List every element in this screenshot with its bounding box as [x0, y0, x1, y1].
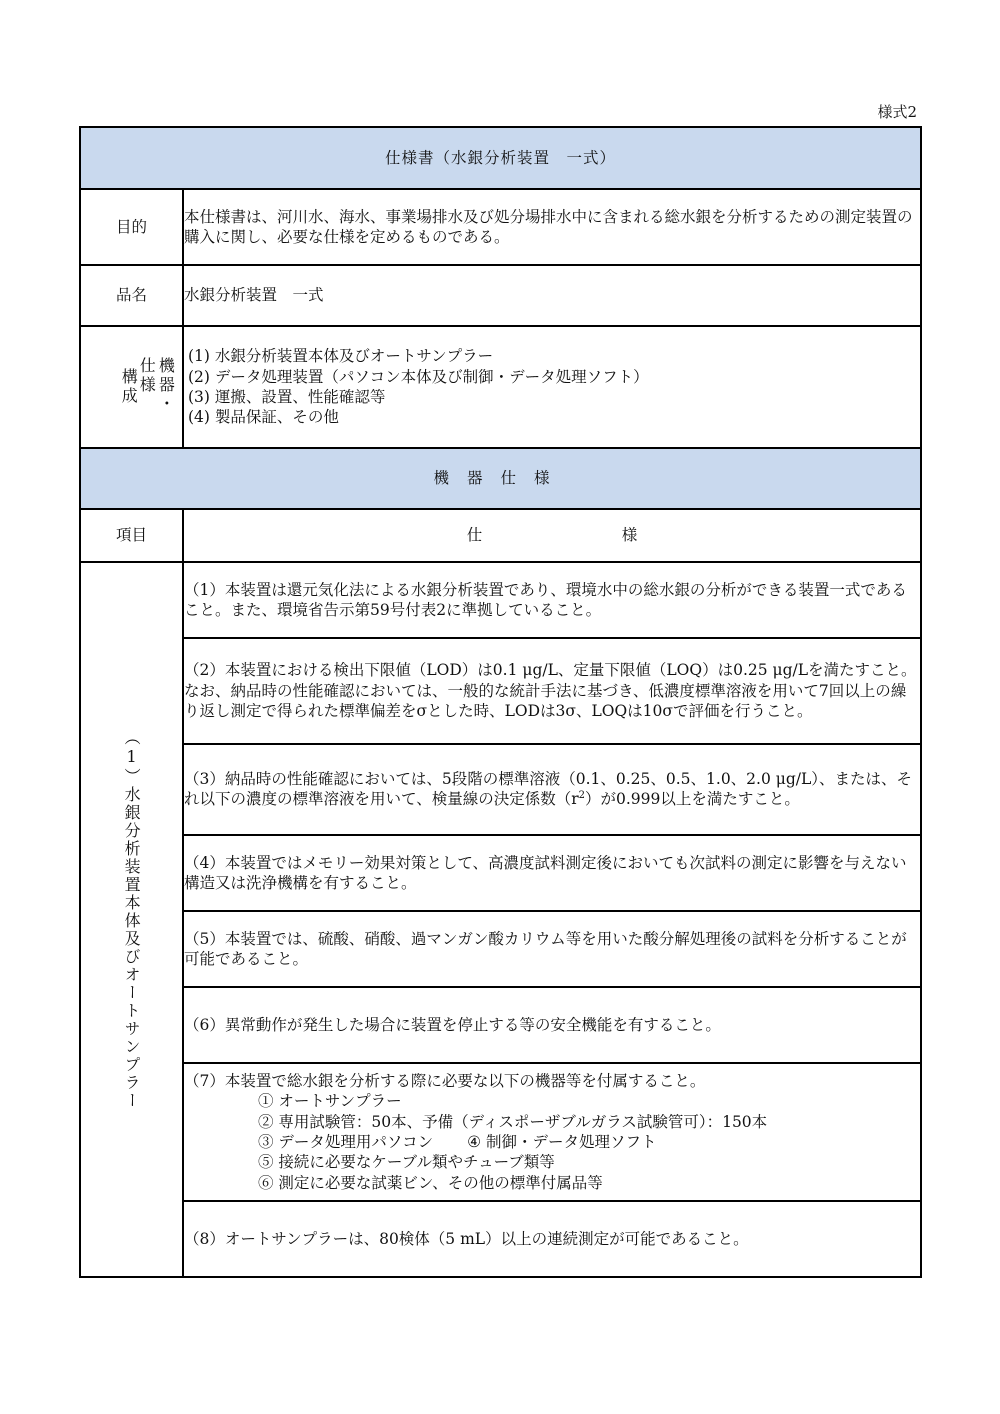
spec-item-8: （8）オートサンプラーは、80検体（5 mL）以上の連続測定が可能であること。 — [183, 1201, 921, 1277]
form-number: 様式2 — [877, 103, 917, 121]
spec-row — [80, 562, 921, 638]
accessory-item: ① オートサンプラー — [258, 1092, 402, 1111]
accessory-item: ② 専用試験管：50本、予備（ディスポーザブルガラス試験管可）：150本 — [258, 1112, 768, 1131]
product-text: 水銀分析装置 一式 — [183, 265, 921, 326]
spec-header: 仕 様 — [183, 509, 921, 562]
spec-item-5: （5）本装置では、硫酸、硝酸、過マンガン酸カリウム等を用いた酸分解処理後の試料を分析することが可能であること。 — [183, 911, 921, 987]
accessory-item: ⑤ 接続に必要なケーブル類やチューブ類等 — [258, 1153, 555, 1172]
spec-item-3-text-a: （3）納品時の性能確認においては、5段階の標準溶液（0.1、0.25、0.5、1.0、2.0 μg/L）、または、それ以下の濃度の標準溶液を用いて、検量線の決定係数（r — [184, 769, 913, 809]
accessory-item-pair — [184, 1132, 920, 1152]
composition-item: (2) データ処理装置（パソコン本体及び制御・データ処理ソフト） — [188, 367, 649, 386]
composition-label-col1: 構成 — [119, 368, 139, 406]
section-title-row — [80, 448, 921, 509]
spec-item-6: （6）異常動作が発生した場合に装置を停止する等の安全機能を有すること。 — [183, 987, 921, 1063]
spec-item-3 — [183, 744, 921, 835]
accessory-item: ④ 制御・データ処理ソフト — [467, 1133, 657, 1151]
spec-row — [80, 638, 921, 744]
spec-row — [80, 911, 921, 987]
superscript-2: 2 — [578, 790, 585, 802]
composition-item: (1) 水銀分析装置本体及びオートサンプラー — [188, 347, 494, 366]
purpose-text: 本仕様書は、河川水、海水、事業場排水及び処分場排水中に含まれる総水銀を分析するための測定装置の購入に関し、必要な仕様を定めるものである。 — [183, 189, 921, 265]
spec-item-1: （1）本装置は還元気化法による水銀分析装置であり、環境水中の総水銀の分析ができる装置一式であること。また、環境省告示第59号付表2に準拠していること。 — [183, 562, 921, 638]
composition-item: (3) 運搬、設置、性能確認等 — [188, 388, 386, 406]
composition-item: (4) 製品保証、その他 — [188, 408, 339, 427]
spec-item-7-intro: （7）本装置で総水銀を分析する際に必要な以下の機器等を付属すること。 — [184, 1071, 706, 1090]
document-title: 仕様書（水銀分析装置 一式） — [80, 127, 921, 189]
spec-item-7 — [183, 1063, 921, 1201]
spec-item-2: （2）本装置における検出下限値（LOD）は0.1 μg/L、定量下限値（LOQ）は0.25 μg/Lを満たすこと。なお、納品時の性能確認においては、一般的な統計手法に基づき、低濃度標準溶液を用いて7回以上の繰り返し測定で得られた標準偏差をσとした時、LODは3σ、LOQは10σで評価を行うこと。 — [183, 638, 921, 744]
spec-row — [80, 744, 921, 835]
spec-row — [80, 987, 921, 1063]
composition-label-col2: 機器・仕様 — [137, 357, 176, 414]
composition-list — [183, 326, 921, 448]
specification-table — [79, 126, 922, 1278]
spec-row — [80, 835, 921, 911]
spec-row — [80, 1201, 921, 1277]
section-title: 機器仕様 — [80, 448, 921, 509]
purpose-label: 目的 — [80, 189, 183, 265]
composition-label — [80, 326, 183, 448]
purpose-row — [80, 189, 921, 265]
item-header: 項目 — [80, 509, 183, 562]
accessory-item: ③ データ処理用パソコン — [258, 1133, 434, 1151]
spec-item-4: （4）本装置ではメモリー効果対策として、高濃度試料測定後においても次試料の測定に影響を与えない構造又は洗浄機構を有すること。 — [183, 835, 921, 911]
title-row — [80, 127, 921, 189]
spec-row — [80, 1063, 921, 1201]
group-label-cell — [80, 562, 183, 1277]
product-row — [80, 265, 921, 326]
group-label: （1）水銀分析装置本体及びオートサンプラー — [122, 729, 142, 1110]
spec-header-row — [80, 509, 921, 562]
product-label: 品名 — [80, 265, 183, 326]
composition-row — [80, 326, 921, 448]
spec-item-3-text-b: ）が0.999以上を満たすこと。 — [584, 790, 800, 809]
accessory-item: ⑥ 測定に必要な試薬ビン、その他の標準付属品等 — [258, 1173, 603, 1192]
